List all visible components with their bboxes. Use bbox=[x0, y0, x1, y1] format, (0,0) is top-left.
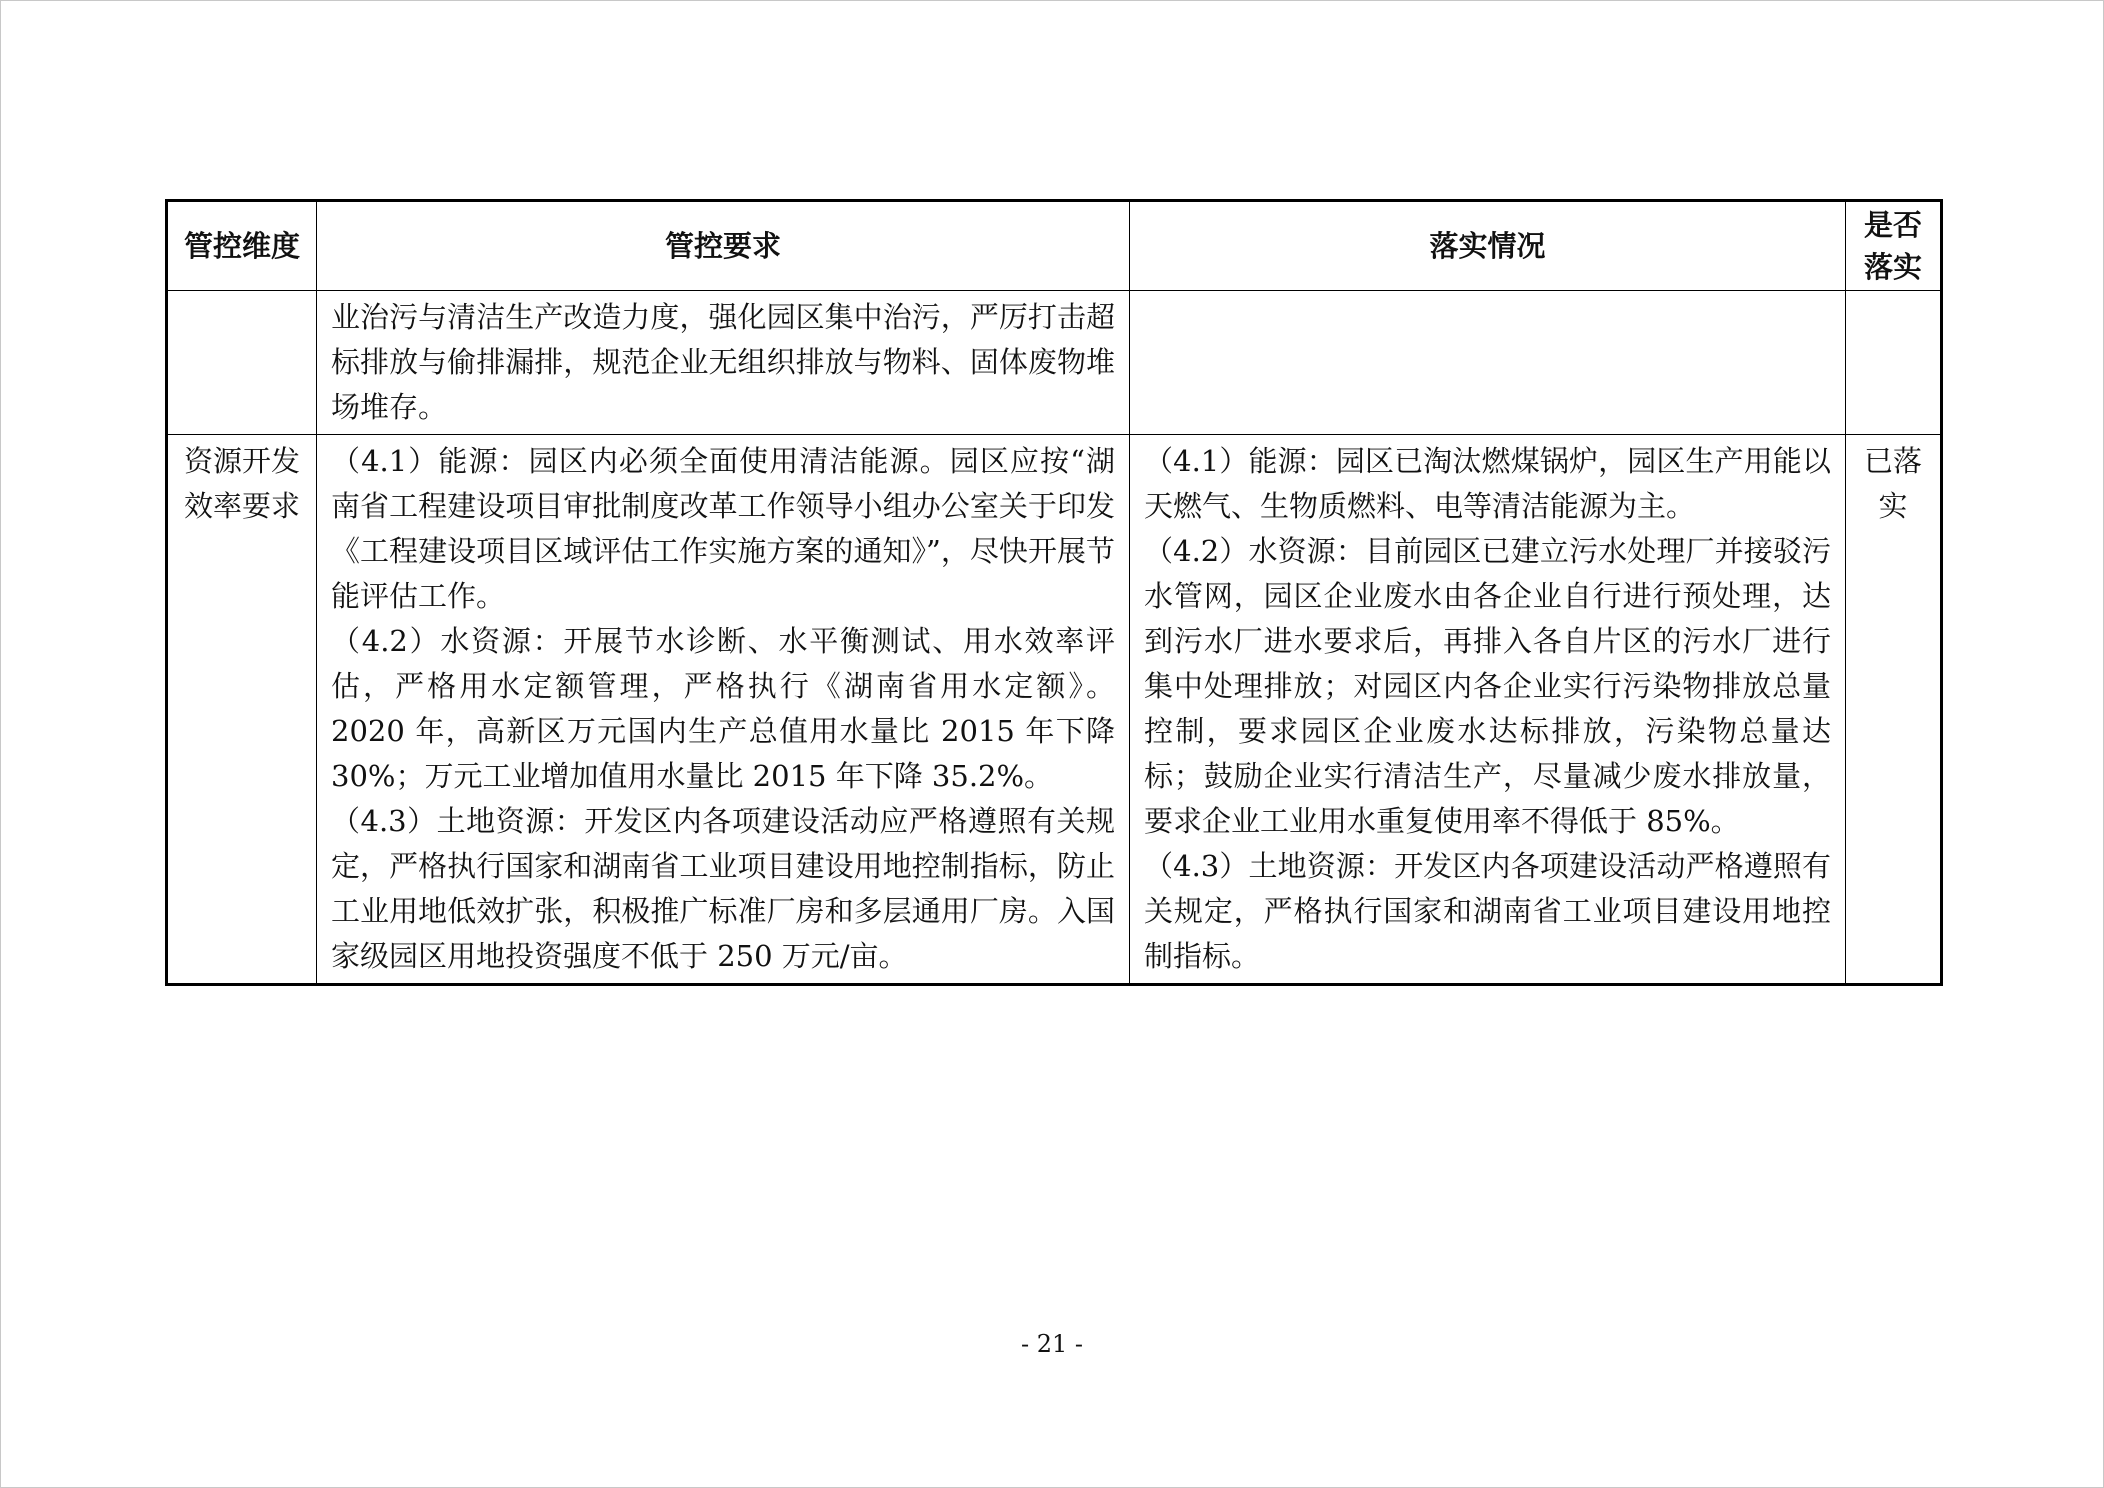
header-done-line1: 是否 bbox=[1863, 208, 1922, 242]
dimension-line2: 效率要求 bbox=[183, 489, 300, 523]
implementation-paragraph: （4.2）水资源：目前园区已建立污水处理厂并接驳污水管网，园区企业废水由各企业自行进行预处理，达到污水厂进水要求后，再排入各自片区的污水厂进行集中处理排放；对园区内各企业实行污染物排放总量控制，要求园区企业废水达标排放，污染物总量达标；鼓励企业实行清洁生产，尽量减少废水排放量，要求企业工业用水重复使用率不得低于 85%。 bbox=[1144, 534, 1831, 838]
cell-implementation bbox=[1130, 435, 1846, 985]
cell-done bbox=[1846, 291, 1942, 435]
cell-dimension bbox=[167, 291, 317, 435]
table-row bbox=[167, 435, 1942, 985]
cell-done bbox=[1846, 435, 1942, 985]
cell-dimension bbox=[167, 435, 317, 985]
control-requirements-table bbox=[165, 199, 1943, 986]
page-number: - 21 - bbox=[1020, 1330, 1083, 1358]
done-line1: 已落 bbox=[1863, 444, 1922, 478]
requirement-paragraph: （4.3）土地资源：开发区内各项建设活动应严格遵照有关规定，严格执行国家和湖南省工业项目建设用地控制指标，防止工业用地低效扩张，积极推广标准厂房和多层通用厂房。入国家级园区用地投资强度不低于 250 万元/亩。 bbox=[331, 804, 1115, 973]
table-row bbox=[167, 291, 1942, 435]
header-requirement: 管控要求 bbox=[317, 201, 1130, 291]
dimension-line1: 资源开发 bbox=[183, 444, 300, 478]
implementation-paragraph: （4.3）土地资源：开发区内各项建设活动严格遵照有关规定，严格执行国家和湖南省工业项目建设用地控制指标。 bbox=[1144, 849, 1831, 973]
requirement-paragraph: （4.1）能源：园区内必须全面使用清洁能源。园区应按“湖南省工程建设项目审批制度改革工作领导小组办公室关于印发《工程建设项目区域评估工作实施方案的通知》”，尽快开展节能评估工作。 bbox=[331, 444, 1115, 613]
header-done-line2: 落实 bbox=[1863, 250, 1922, 284]
requirement-text: 业治污与清洁生产改造力度，强化园区集中治污，严厉打击超标排放与偷排漏排，规范企业无组织排放与物料、固体废物堆场堆存。 bbox=[331, 300, 1115, 424]
table-header-row bbox=[167, 201, 1942, 291]
implementation-paragraph: （4.1）能源：园区已淘汰燃煤锅炉，园区生产用能以天燃气、生物质燃料、电等清洁能源为主。 bbox=[1144, 444, 1831, 523]
header-done bbox=[1846, 201, 1942, 291]
header-implementation: 落实情况 bbox=[1130, 201, 1846, 291]
cell-requirement bbox=[317, 435, 1130, 985]
header-dimension: 管控维度 bbox=[167, 201, 317, 291]
done-line2: 实 bbox=[1878, 489, 1908, 523]
cell-requirement bbox=[317, 291, 1130, 435]
cell-implementation bbox=[1130, 291, 1846, 435]
requirement-paragraph: （4.2）水资源：开展节水诊断、水平衡测试、用水效率评估，严格用水定额管理，严格执行《湖南省用水定额》。2020 年，高新区万元国内生产总值用水量比 2015 年下降 30%；万元工业增加值用水量比 2015 年下降 35.2%。 bbox=[331, 624, 1115, 793]
